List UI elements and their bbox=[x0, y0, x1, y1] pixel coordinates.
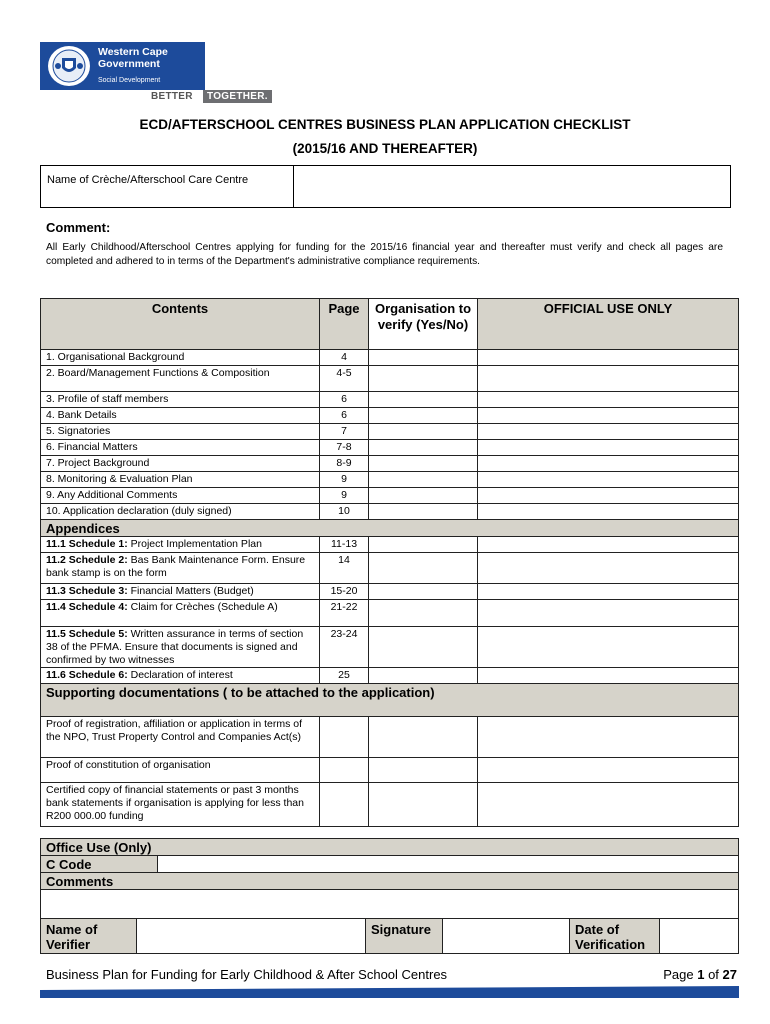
official-use-cell[interactable] bbox=[477, 391, 739, 408]
page-cell: 9 bbox=[319, 471, 369, 488]
tagline-together: TOGETHER. bbox=[203, 90, 272, 103]
official-use-cell[interactable] bbox=[477, 536, 739, 553]
signature-input[interactable] bbox=[442, 918, 570, 954]
appendix-row: 11.5 Schedule 5: Written assurance in terms of section 38 of the PFMA. Ensure that documents is signed and confirmed by two witnesses bbox=[40, 626, 320, 668]
header-contents: Contents bbox=[40, 298, 320, 350]
date-of-verification-label: Date of Verification bbox=[569, 918, 660, 954]
footer-bar bbox=[40, 986, 739, 998]
document-title: ECD/AFTERSCHOOL CENTRES BUSINESS PLAN APPLICATION CHECKLIST bbox=[139, 117, 631, 132]
page-cell bbox=[319, 757, 369, 783]
contents-row: 7. Project Background bbox=[40, 455, 320, 472]
org-verify-cell[interactable] bbox=[368, 583, 478, 600]
org-verify-cell[interactable] bbox=[368, 599, 478, 627]
schedule-label: 11.5 Schedule 5: bbox=[46, 628, 128, 640]
page-cell: 6 bbox=[319, 407, 369, 424]
supporting-docs-heading: Supporting documentations ( to be attached to the application) bbox=[40, 683, 739, 717]
contents-row: 9. Any Additional Comments bbox=[40, 487, 320, 504]
comments-input[interactable] bbox=[40, 889, 739, 919]
page-cell: 4 bbox=[319, 349, 369, 366]
official-use-cell[interactable] bbox=[477, 599, 739, 627]
official-use-cell[interactable] bbox=[477, 583, 739, 600]
coat-of-arms-icon bbox=[48, 46, 90, 86]
tagline-better: BETTER bbox=[151, 91, 193, 102]
page-cell: 14 bbox=[319, 552, 369, 584]
org-verify-cell[interactable] bbox=[368, 365, 478, 392]
official-use-cell[interactable] bbox=[477, 349, 739, 366]
official-use-cell[interactable] bbox=[477, 626, 739, 668]
org-verify-cell[interactable] bbox=[368, 503, 478, 520]
page-number: Page 1 of 27 bbox=[663, 967, 737, 982]
org-verify-cell[interactable] bbox=[368, 716, 478, 758]
page-cell: 7 bbox=[319, 423, 369, 440]
appendix-row: 11.4 Schedule 4: Claim for Crèches (Schedule A) bbox=[40, 599, 320, 627]
appendix-row: 11.6 Schedule 6: Declaration of interest bbox=[40, 667, 320, 684]
page-cell: 8-9 bbox=[319, 455, 369, 472]
page-cell: 7-8 bbox=[319, 439, 369, 456]
verifier-name-input[interactable] bbox=[136, 918, 366, 954]
contents-row: 8. Monitoring & Evaluation Plan bbox=[40, 471, 320, 488]
official-use-cell[interactable] bbox=[477, 423, 739, 440]
official-use-cell[interactable] bbox=[477, 782, 739, 827]
comment-heading: Comment: bbox=[46, 220, 111, 235]
page-cell: 6 bbox=[319, 391, 369, 408]
org-verify-cell[interactable] bbox=[368, 782, 478, 827]
official-use-cell[interactable] bbox=[477, 439, 739, 456]
appendix-row: 11.3 Schedule 3: Financial Matters (Budget) bbox=[40, 583, 320, 600]
page-cell: 25 bbox=[319, 667, 369, 684]
org-verify-cell[interactable] bbox=[368, 487, 478, 504]
footer-title: Business Plan for Funding for Early Childhood & After School Centres bbox=[46, 967, 448, 982]
official-use-cell[interactable] bbox=[477, 365, 739, 392]
header-official-use: OFFICIAL USE ONLY bbox=[477, 298, 739, 350]
logo-line-3: Social Development bbox=[98, 77, 161, 84]
header-org-verify: Organisation to verify (Yes/No) bbox=[368, 298, 478, 350]
official-use-cell[interactable] bbox=[477, 716, 739, 758]
contents-row: 10. Application declaration (duly signed) bbox=[40, 503, 320, 520]
page-cell: 4-5 bbox=[319, 365, 369, 392]
schedule-label: 11.1 Schedule 1: bbox=[46, 538, 128, 550]
official-use-cell[interactable] bbox=[477, 503, 739, 520]
schedule-label: 11.2 Schedule 2: bbox=[46, 554, 128, 566]
contents-row: 5. Signatories bbox=[40, 423, 320, 440]
contents-row: 6. Financial Matters bbox=[40, 439, 320, 456]
org-verify-cell[interactable] bbox=[368, 471, 478, 488]
c-code-label: C Code bbox=[40, 855, 158, 873]
page-cell: 9 bbox=[319, 487, 369, 504]
name-of-verifier-label: Name of Verifier bbox=[40, 918, 137, 954]
page-cell: 23-24 bbox=[319, 626, 369, 668]
page-cell: 15-20 bbox=[319, 583, 369, 600]
org-verify-cell[interactable] bbox=[368, 407, 478, 424]
official-use-cell[interactable] bbox=[477, 471, 739, 488]
comment-text: All Early Childhood/Afterschool Centres applying for funding for the 2015/16 financial year and thereafter must verify and check all pages are completed and adhered to in terms of the Department's administrative compliance requirements. bbox=[46, 242, 723, 267]
contents-row: 2. Board/Management Functions & Composition bbox=[40, 365, 320, 392]
signature-label: Signature bbox=[365, 918, 443, 954]
logo-line-1: Western Cape bbox=[98, 46, 168, 58]
centre-name-label: Name of Crèche/Afterschool Care Centre bbox=[47, 174, 249, 186]
contents-row: 1. Organisational Background bbox=[40, 349, 320, 366]
org-verify-cell[interactable] bbox=[368, 439, 478, 456]
contents-row: 4. Bank Details bbox=[40, 407, 320, 424]
appendix-row: 11.2 Schedule 2: Bas Bank Maintenance Form. Ensure bank stamp is on the form bbox=[40, 552, 320, 584]
contents-row: 3. Profile of staff members bbox=[40, 391, 320, 408]
org-verify-cell[interactable] bbox=[368, 757, 478, 783]
appendix-row: 11.1 Schedule 1: Project Implementation Plan bbox=[40, 536, 320, 553]
official-use-cell[interactable] bbox=[477, 757, 739, 783]
official-use-cell[interactable] bbox=[477, 667, 739, 684]
supporting-doc-row: Proof of registration, affiliation or application in terms of the NPO, Trust Property Control and Companies Act(s) bbox=[40, 716, 320, 758]
page-cell: 10 bbox=[319, 503, 369, 520]
header-page: Page bbox=[319, 298, 369, 350]
document-subtitle: (2015/16 AND THEREAFTER) bbox=[292, 141, 478, 156]
supporting-doc-row: Proof of constitution of organisation bbox=[40, 757, 320, 783]
supporting-doc-row: Certified copy of financial statements or past 3 months bank statements if organisation is applying for less than R200 000.00 funding bbox=[40, 782, 320, 827]
appendices-heading: Appendices bbox=[40, 519, 739, 537]
centre-name-field bbox=[40, 165, 731, 208]
page-cell bbox=[319, 716, 369, 758]
c-code-input[interactable] bbox=[157, 855, 739, 873]
official-use-cell[interactable] bbox=[477, 552, 739, 584]
official-use-cell[interactable] bbox=[477, 407, 739, 424]
official-use-cell[interactable] bbox=[477, 487, 739, 504]
page-cell bbox=[319, 782, 369, 827]
office-use-heading: Office Use (Only) bbox=[40, 838, 739, 856]
org-verify-cell[interactable] bbox=[368, 626, 478, 668]
page-cell: 21-22 bbox=[319, 599, 369, 627]
schedule-label: 11.3 Schedule 3: bbox=[46, 585, 128, 597]
schedule-label: 11.4 Schedule 4: bbox=[46, 601, 128, 613]
comments-label: Comments bbox=[40, 872, 739, 890]
logo-line-2: Government bbox=[98, 58, 160, 70]
org-verify-cell[interactable] bbox=[368, 349, 478, 366]
date-input[interactable] bbox=[659, 918, 739, 954]
org-verify-cell[interactable] bbox=[368, 667, 478, 684]
org-verify-cell[interactable] bbox=[368, 536, 478, 553]
schedule-label: 11.6 Schedule 6: bbox=[46, 669, 128, 681]
org-verify-cell[interactable] bbox=[368, 423, 478, 440]
org-verify-cell[interactable] bbox=[368, 455, 478, 472]
official-use-cell[interactable] bbox=[477, 455, 739, 472]
org-verify-cell[interactable] bbox=[368, 552, 478, 584]
org-verify-cell[interactable] bbox=[368, 391, 478, 408]
page-cell: 11-13 bbox=[319, 536, 369, 553]
